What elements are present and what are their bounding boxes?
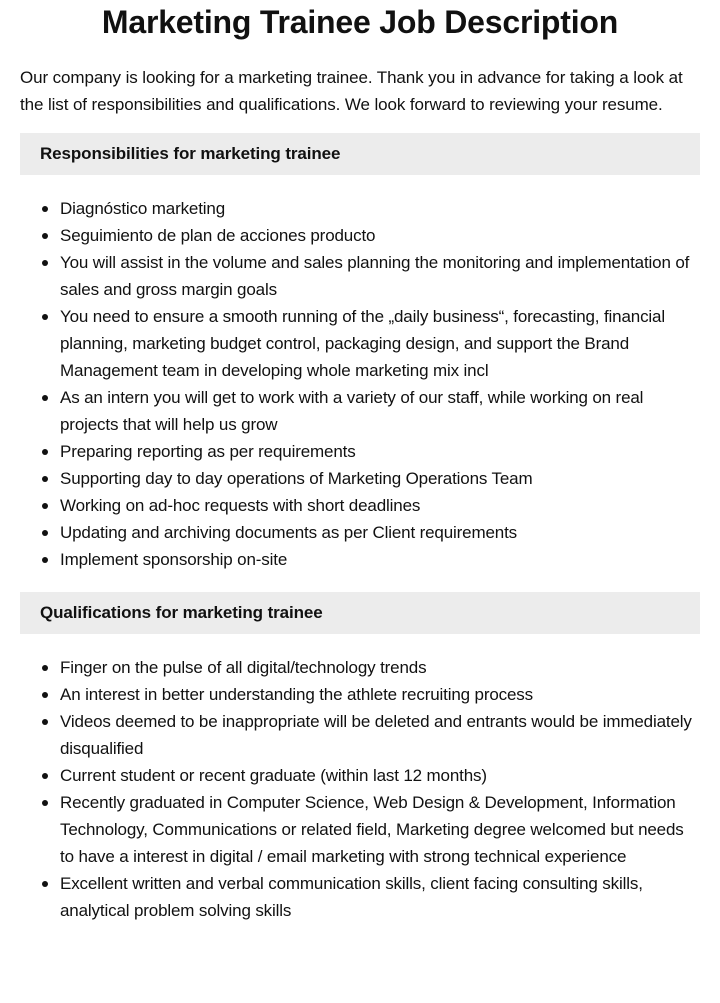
list-item [60, 681, 700, 708]
list-item-text: Preparing reporting as per requirements [60, 442, 356, 461]
list-item-text: Working on ad-hoc requests with short deadlines [60, 496, 421, 515]
bullet-icon [42, 800, 48, 806]
bullet-icon [42, 260, 48, 266]
list-item [60, 762, 700, 789]
list-item [60, 303, 700, 384]
bullet-icon [42, 206, 48, 212]
list-item-text: Finger on the pulse of all digital/technology trends [60, 658, 427, 677]
list-item [60, 438, 700, 465]
list-item-text: Videos deemed to be inappropriate will be deleted and entrants would be immediately disqualified [60, 712, 692, 758]
list-item-text: Recently graduated in Computer Science, Web Design & Development, Information Technology, Communications or related field, Marketing degree welcomed but needs to have a interest in digital / email marketing with strong technical experience [60, 793, 684, 866]
page-title: Marketing Trainee Job Description [101, 4, 619, 40]
bullet-icon [42, 881, 48, 887]
list-item [60, 465, 700, 492]
list-item [60, 519, 700, 546]
bullet-icon [42, 233, 48, 239]
list-item-text: Diagnóstico marketing [60, 199, 226, 218]
list-item [60, 708, 700, 762]
list-item [60, 249, 700, 303]
list-item-text: Excellent written and verbal communication skills, client facing consulting skills, analytical problem solving skills [60, 874, 643, 920]
bullet-icon [42, 530, 48, 536]
list-item-text: Current student or recent graduate (within last 12 months) [60, 766, 487, 785]
bullet-icon [42, 692, 48, 698]
list-item-text: You need to ensure a smooth running of the „daily business“, forecasting, financial planning, marketing budget control, packaging design, and support the Brand Management team in developing whole marketing mix incl [60, 307, 665, 380]
list-item-text: An interest in better understanding the athlete recruiting process [60, 685, 533, 704]
list-item-text: Implement sponsorship on-site [60, 550, 288, 569]
bullet-icon [42, 503, 48, 509]
bullet-icon [42, 476, 48, 482]
list-item [60, 222, 700, 249]
bullet-icon [42, 557, 48, 563]
list-item [60, 870, 700, 924]
list-item [60, 789, 700, 870]
list-item [60, 546, 700, 573]
list-item-text: Seguimiento de plan de acciones producto [60, 226, 376, 245]
bullet-icon [42, 773, 48, 779]
bullet-icon [42, 449, 48, 455]
list-item [60, 195, 700, 222]
list-item-text: Supporting day to day operations of Marketing Operations Team [60, 469, 533, 488]
list-item [60, 492, 700, 519]
list-item-text: Updating and archiving documents as per Client requirements [60, 523, 518, 542]
responsibilities-list [20, 195, 700, 573]
list-item [60, 384, 700, 438]
responsibilities-heading: Responsibilities for marketing trainee [20, 133, 700, 175]
bullet-icon [42, 314, 48, 320]
bullet-icon [42, 719, 48, 725]
list-item-text: As an intern you will get to work with a variety of our staff, while working on real projects that will help us grow [60, 388, 644, 434]
list-item-text: You will assist in the volume and sales planning the monitoring and implementation of sales and gross margin goals [60, 253, 690, 299]
qualifications-list [20, 654, 700, 924]
bullet-icon [42, 395, 48, 401]
intro-paragraph: Our company is looking for a marketing trainee. Thank you in advance for taking a look at the list of responsibilities and qualifications. We look forward to reviewing your resume. [20, 68, 683, 114]
list-item [60, 654, 700, 681]
qualifications-heading: Qualifications for marketing trainee [20, 592, 700, 634]
bullet-icon [42, 665, 48, 671]
